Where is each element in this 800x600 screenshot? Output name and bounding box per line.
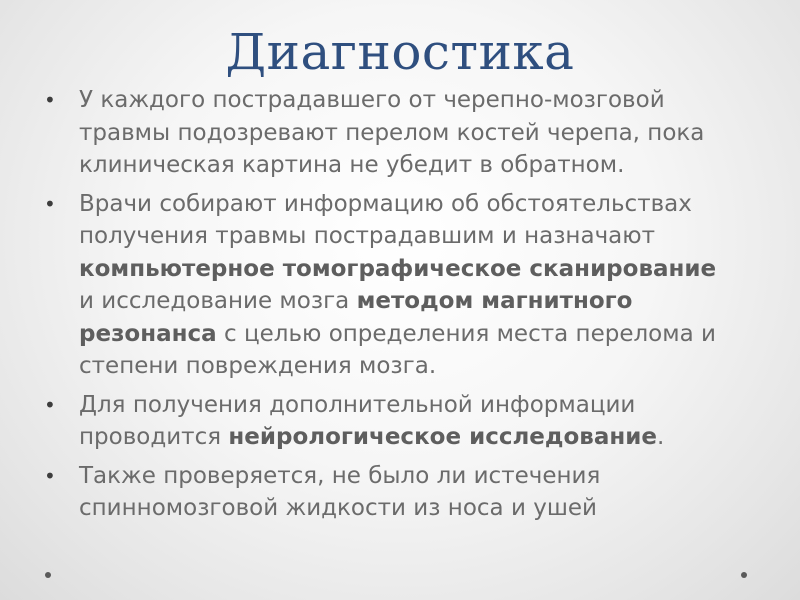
bullet-item	[44, 84, 734, 182]
bullet-bold-text: компьютерное томографическое сканирование	[79, 255, 717, 282]
bullet-icon: •	[44, 392, 56, 417]
bullet-icon: •	[44, 88, 56, 112]
bullet-list	[44, 84, 734, 531]
bullet-bold-text: методом магнитного резонанса	[79, 288, 633, 347]
bullet-text: Врачи собирают информацию об обстоятельствах получения травмы пострадавшим и назначают	[79, 190, 692, 249]
bullet-icon: •	[44, 463, 56, 488]
decorative-dot-left	[45, 572, 51, 578]
bullet-bold-text: нейрологическое исследование	[228, 424, 657, 450]
bullet-text: У каждого пострадавшего от черепно-мозговой травмы подозревают перелом костей черепа, пока клиническая картина не убедит в обратном.	[79, 87, 705, 178]
bullet-item	[44, 389, 734, 454]
bullet-item	[44, 188, 734, 383]
bullet-text: .	[656, 424, 665, 450]
bullet-text: и исследование мозга	[79, 288, 357, 314]
bullet-text: с целью определения места перелома и степени повреждения мозга.	[79, 320, 716, 379]
bullet-icon: •	[44, 191, 56, 216]
bullet-item	[44, 460, 734, 525]
decorative-dot-right	[741, 572, 747, 578]
bullet-text: Для получения дополнительной информации проводится	[79, 391, 636, 450]
bullet-text: Также проверяется, не было ли истечения спинномозговой жидкости из носа и ушей	[79, 462, 601, 521]
slide-title: Диагностика	[225, 23, 575, 81]
